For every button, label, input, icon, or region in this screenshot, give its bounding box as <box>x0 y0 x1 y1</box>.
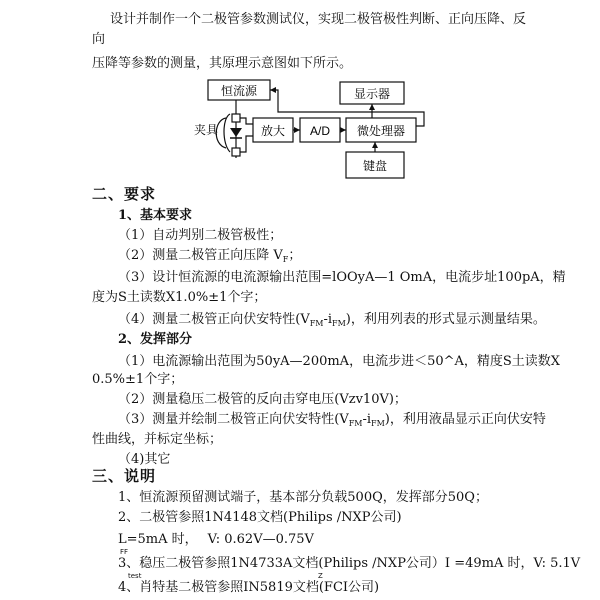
intro-line-2: 压降等参数的测量，其原理示意图如下所示。 <box>92 56 353 71</box>
current-source-label: 恒流源 <box>220 84 258 98</box>
note-4: 4、肖特基二极管参照IN5819文档(FCI公司) <box>118 580 380 595</box>
advanced-title: 2、发挥部分 <box>118 332 193 347</box>
advanced-item-2: （2）测量稳压二极管的反向击穿电压(Vzv10V)； <box>118 392 407 407</box>
clamp-label: 夹具 <box>194 123 219 137</box>
note-3-subscript-test: test <box>128 572 142 580</box>
intro-line-1: 设计并制作一个二极管参数测试仪，实现二极管极性判断、正向压降、反 <box>110 12 527 27</box>
mcu-label: 微处理器 <box>356 124 406 138</box>
section-2-title: 二、要求 <box>92 185 157 203</box>
diode-icon <box>230 128 242 138</box>
display-label: 显示器 <box>353 87 391 101</box>
note-2-condition: L=5mA 时， V: 0.62V—0.75V <box>118 532 314 547</box>
clamp-terminal-top <box>232 114 240 122</box>
basic-item-3: （3）设计恒流源的电流源输出范围=lOOyA—1 OmA，电流步址100pA，精 <box>118 270 566 285</box>
basic-item-2: （2）测量二极管正向压降 $V_F$； <box>118 248 302 264</box>
note-3: 3、稳压二极管参照1N4733A文档(Philips /NXP公司）I =49mA 时，V: 5.1V <box>118 556 581 571</box>
intro-line-1-wrap: 向 <box>92 32 106 47</box>
note-3-subscript-z: Z <box>318 572 323 580</box>
advanced-item-1-cont: 0.5%±1个字； <box>92 372 184 387</box>
basic-item-1: （1）自动判别二极管极性； <box>118 228 283 243</box>
basic-item-3-cont: 度为S土读数X1.0%±1个字； <box>92 290 267 305</box>
note-2: 2、二极管参照1N4148文档(Philips /NXP公司) <box>118 510 402 525</box>
advanced-item-3: （3）测量并绘制二极管正向伏安特性$(V_{FM}-i_{FM})$，利用液晶显示正向伏安特 <box>118 412 546 428</box>
advanced-item-3-cont: 性曲线，并标定坐标； <box>92 432 223 447</box>
adc-label: A/D <box>309 124 331 138</box>
basic-item-4: （4）测量二极管正向伏安特性$(V_{FM}-i_{FM})$，利用列表的形式显示测量结果。 <box>118 312 546 328</box>
keyboard-label: 键盘 <box>362 159 388 173</box>
block-diagram <box>0 0 600 203</box>
basic-item-2-sub: F <box>282 255 289 264</box>
clamp-terminal-bottom <box>232 148 240 156</box>
note-1: 1、恒流源预留测试端子，基本部分负载500Q，发挥部分50Q； <box>118 490 488 505</box>
advanced-item-4: （4)其它 <box>118 452 171 467</box>
amplifier-label: 放大 <box>260 124 286 138</box>
note-2-subscript: FF <box>120 548 129 556</box>
section-3-title: 三、说明 <box>92 467 157 485</box>
advanced-item-1: （1）电流源输出范围为50yA—200mA，电流步进＜50^A，精度S土读数X <box>118 354 561 369</box>
basic-requirements-title: 1、基本要求 <box>118 208 193 223</box>
